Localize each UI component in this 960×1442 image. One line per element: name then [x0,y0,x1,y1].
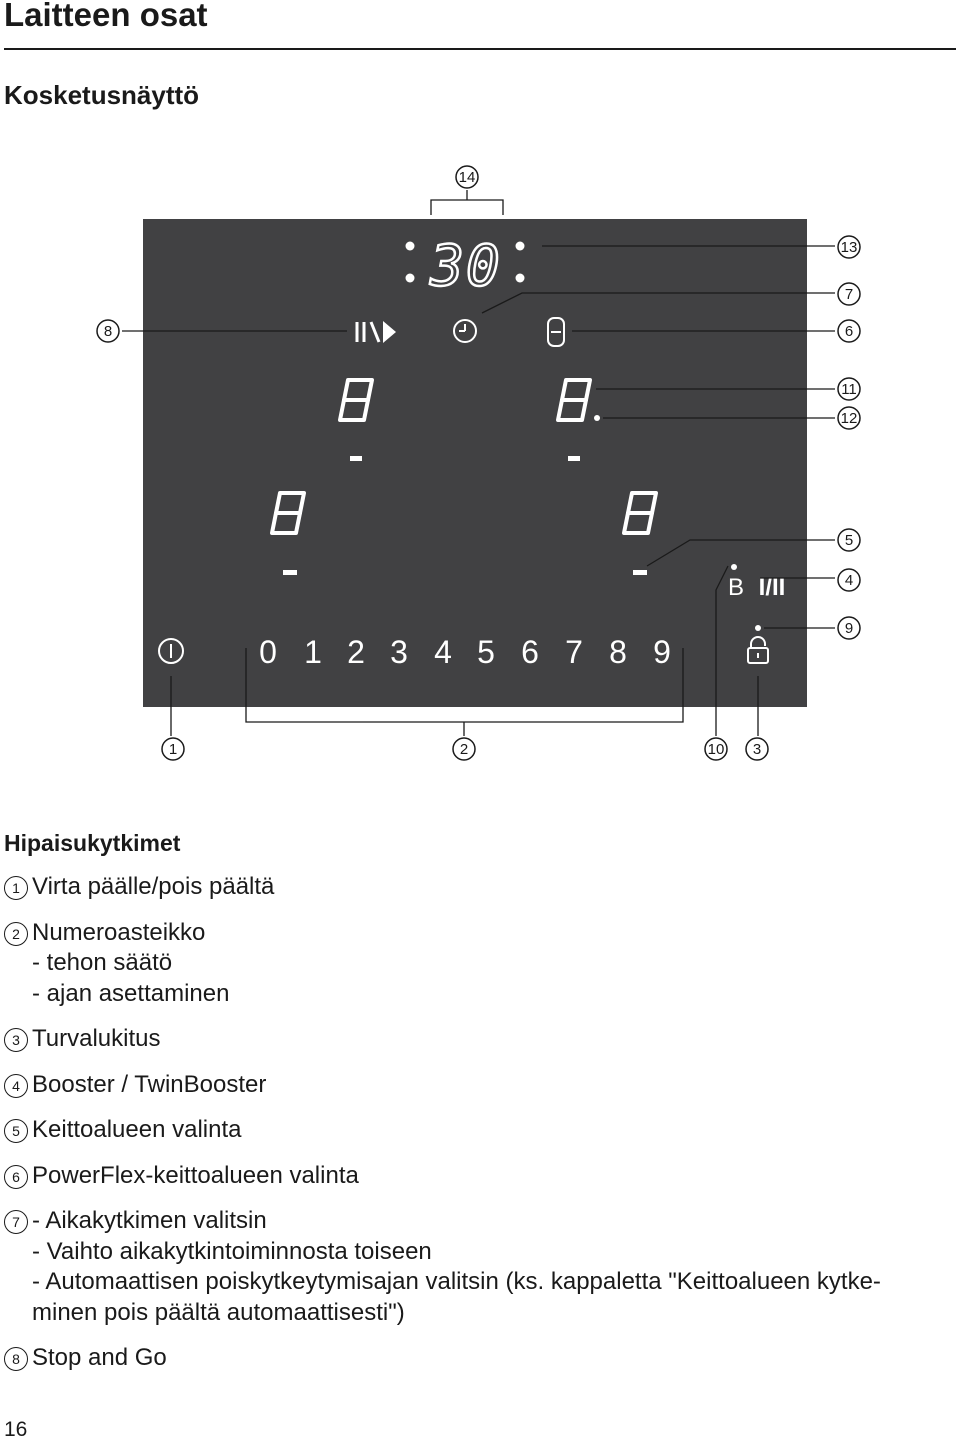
callout-number-5: 5 [844,532,854,549]
legend-line: minen pois päältä automaattisesti") [32,1298,405,1326]
page-number: 16 [4,1418,28,1441]
callout-number-14: 14 [458,169,476,186]
booster-label[interactable]: I/II [758,574,786,601]
scale-number-2[interactable]: 2 [347,634,365,670]
callout-number-9: 9 [844,620,854,637]
legend-item [4,918,956,1010]
legend-item [4,1343,956,1374]
scale-number-8[interactable]: 8 [609,634,627,670]
legend-number: 3 [4,1028,28,1052]
legend-item [4,1070,956,1101]
legend-line: Turvalukitus [32,1025,161,1052]
scale-number-4[interactable]: 4 [434,634,452,670]
page-title: Laitteen osat [4,0,208,33]
scale-number-5[interactable]: 5 [477,634,495,670]
legend-number: 4 [4,1074,28,1098]
legend-line: - tehon säätö [32,949,173,976]
legend-text [32,918,956,1010]
legend-text [32,1115,956,1146]
callout-number-11: 11 [841,381,857,398]
lock-indicator [755,625,761,631]
legend-line: Virta päälle/pois päältä [32,873,275,900]
legend-item [4,1115,956,1146]
legend-number: 5 [4,1119,28,1143]
callout-number-4: 4 [844,572,854,589]
touch-display-diagram [0,150,960,790]
booster-indicator [731,564,737,570]
legend-number: 2 [4,922,28,946]
legend-text [32,1343,956,1374]
callout-number-12: 12 [840,410,858,427]
scale-number-9[interactable]: 9 [653,634,671,670]
legend-line: PowerFlex-keittoalueen valinta [32,1161,359,1189]
legend-item [4,1206,956,1328]
scale-number-0[interactable]: 0 [259,634,277,670]
legend-text [32,1070,956,1101]
legend-item [4,1161,956,1192]
callout-number-3: 3 [752,741,762,758]
legend-text [32,1161,956,1192]
legend-line: Keittoalueen valinta [32,1116,242,1143]
legend-number: 6 [4,1165,28,1189]
legend-title: Hipaisukytkimet [4,830,181,856]
touch-display-svg [0,150,960,790]
callout-number-1: 1 [168,741,178,758]
scale-number-7[interactable]: 7 [565,634,583,670]
scale-number-1[interactable]: 1 [304,634,322,670]
legend-text [32,872,956,903]
legend-line: - Vaihto aikakytkintoiminnosta toiseen [32,1237,432,1265]
timer-digits: 30 [430,234,502,299]
callout-number-6: 6 [844,323,854,340]
legend-item [4,1024,956,1055]
title-rule [4,48,956,50]
callout-number-13: 13 [840,239,858,256]
callout-number-8: 8 [103,323,113,340]
booster-b[interactable]: B [727,574,745,601]
legend-item [4,872,956,903]
legend-number: 8 [4,1347,28,1371]
callout-number-2: 2 [459,741,469,758]
legend-line: Numeroasteikko [32,918,206,946]
legend-list [4,872,956,1389]
legend-text [32,1024,956,1055]
legend-line: - Aikakytkimen valitsin [32,1207,267,1234]
scale-number-6[interactable]: 6 [521,634,539,670]
legend-line: Stop and Go [32,1344,167,1371]
callout-number-10: 10 [707,741,725,758]
scale-number-3[interactable]: 3 [390,634,408,670]
legend-line: - ajan asettaminen [32,979,230,1007]
legend-number: 1 [4,876,28,900]
legend-line: Booster / TwinBooster [32,1070,267,1098]
callout-number-7: 7 [844,286,854,303]
legend-text [32,1206,956,1328]
legend-line: - Automaattisen poiskytkeytymisajan valitsin (ks. kappaletta "Keittoalueen kytke- [32,1268,881,1295]
section-title: Kosketusnäyttö [4,80,200,110]
legend-number: 7 [4,1210,28,1234]
